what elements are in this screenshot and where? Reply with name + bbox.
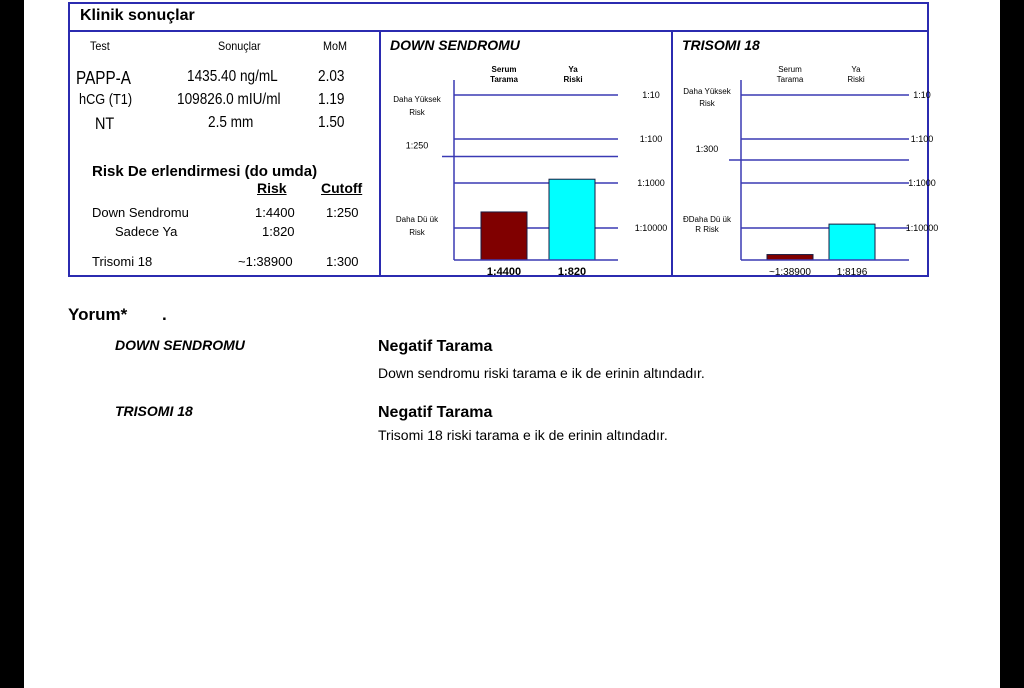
bar-value-label: ~1:38900 <box>769 267 811 278</box>
comment-condition: TRISOMI 18 <box>115 403 193 419</box>
risk-row-cutoff: 1:300 <box>326 254 359 269</box>
higher-risk-label: Risk <box>409 108 425 117</box>
bar-value-label: 1:4400 <box>486 266 522 278</box>
comment-dot: . <box>162 305 167 324</box>
tick-label: 1:100 <box>639 134 663 144</box>
panel-title: Klinik sonuçlar <box>80 7 195 24</box>
risk-bar <box>549 179 595 260</box>
column-header-test: Test <box>90 39 110 53</box>
risk-row-cutoff: 1:250 <box>326 205 359 220</box>
category-label: Ya Riski <box>563 65 583 84</box>
tick-label: 1:100 <box>910 134 934 144</box>
chart-title: DOWN SENDROMU <box>390 37 520 53</box>
risk-bar <box>767 255 813 260</box>
comment-result: Negatif Tarama <box>378 338 493 355</box>
bar-value-label: 1:8196 <box>836 267 868 278</box>
risk-row-value: ~1:38900 <box>238 254 293 269</box>
down-syndrome-chart <box>381 30 671 278</box>
category-label: Serum Tarama <box>776 65 804 84</box>
column-header-results: Sonuçlar <box>218 39 261 53</box>
risk-row-value: 1:4400 <box>255 205 295 220</box>
higher-risk-label: Daha Yüksek <box>393 95 441 104</box>
category-label: Serum Tarama <box>490 65 518 84</box>
risk-bar <box>829 224 875 260</box>
category-label: Ya Riski <box>847 65 865 84</box>
test-name: PAPP-A <box>76 68 131 88</box>
chart-title: TRISOMI 18 <box>682 37 760 53</box>
test-name: hCG (T1) <box>79 91 133 108</box>
test-name: NT <box>95 114 115 133</box>
tick-label: 1:10000 <box>634 223 668 233</box>
tick-label: 1:1000 <box>637 178 665 188</box>
comment-condition: DOWN SENDROMU <box>115 337 245 353</box>
risk-row-value: 1:820 <box>262 224 295 239</box>
clinical-results-panel <box>68 2 939 278</box>
test-mom: 1.19 <box>318 91 345 108</box>
tick-label: 1:10000 <box>905 223 939 233</box>
lower-risk-label: Daha Dü ük <box>395 215 439 224</box>
risk-bar <box>481 212 527 260</box>
report-page <box>24 0 1000 688</box>
tick-label: 1:10 <box>642 90 660 100</box>
test-result: 109826.0 mIU/ml <box>177 91 281 108</box>
tick-label: 1:10 <box>913 90 931 100</box>
higher-risk-label: Risk <box>699 99 715 108</box>
tick-label: 1:1000 <box>908 178 936 188</box>
cutoff-column-header: Cutoff <box>321 180 363 196</box>
comment-detail: Down sendromu riski tarama e ik de erinin altındadır. <box>378 365 705 381</box>
comment-result: Negatif Tarama <box>378 404 493 421</box>
test-mom: 2.03 <box>318 68 345 85</box>
test-mom: 1.50 <box>318 114 345 131</box>
risk-column-header: Risk <box>257 180 287 196</box>
panel-title-bar <box>70 4 927 32</box>
risk-title: Risk De erlendirmesi (do umda) <box>92 163 318 180</box>
higher-risk-label: Daha Yüksek <box>683 87 731 96</box>
risk-row-label: Trisomi 18 <box>92 254 153 269</box>
comment-detail: Trisomi 18 riski tarama e ik de erinin altındadır. <box>378 427 668 443</box>
comment-heading: Yorum* <box>68 305 128 324</box>
risk-row-label: Sadece Ya <box>115 224 178 239</box>
risk-row-label: Down Sendromu <box>92 205 189 220</box>
lower-risk-label: ÐDaha Dü ük R Risk <box>682 215 732 234</box>
trisomy18-chart <box>673 30 939 278</box>
test-result: 1435.40 ng/mL <box>187 68 278 85</box>
lower-risk-label: Risk <box>409 228 425 237</box>
column-header-mom: MoM <box>323 39 348 53</box>
test-result: 2.5 mm <box>208 114 254 131</box>
bar-value-label: 1:820 <box>557 266 587 278</box>
cutoff-label: 1:250 <box>405 140 429 151</box>
cutoff-label: 1:300 <box>695 143 719 154</box>
